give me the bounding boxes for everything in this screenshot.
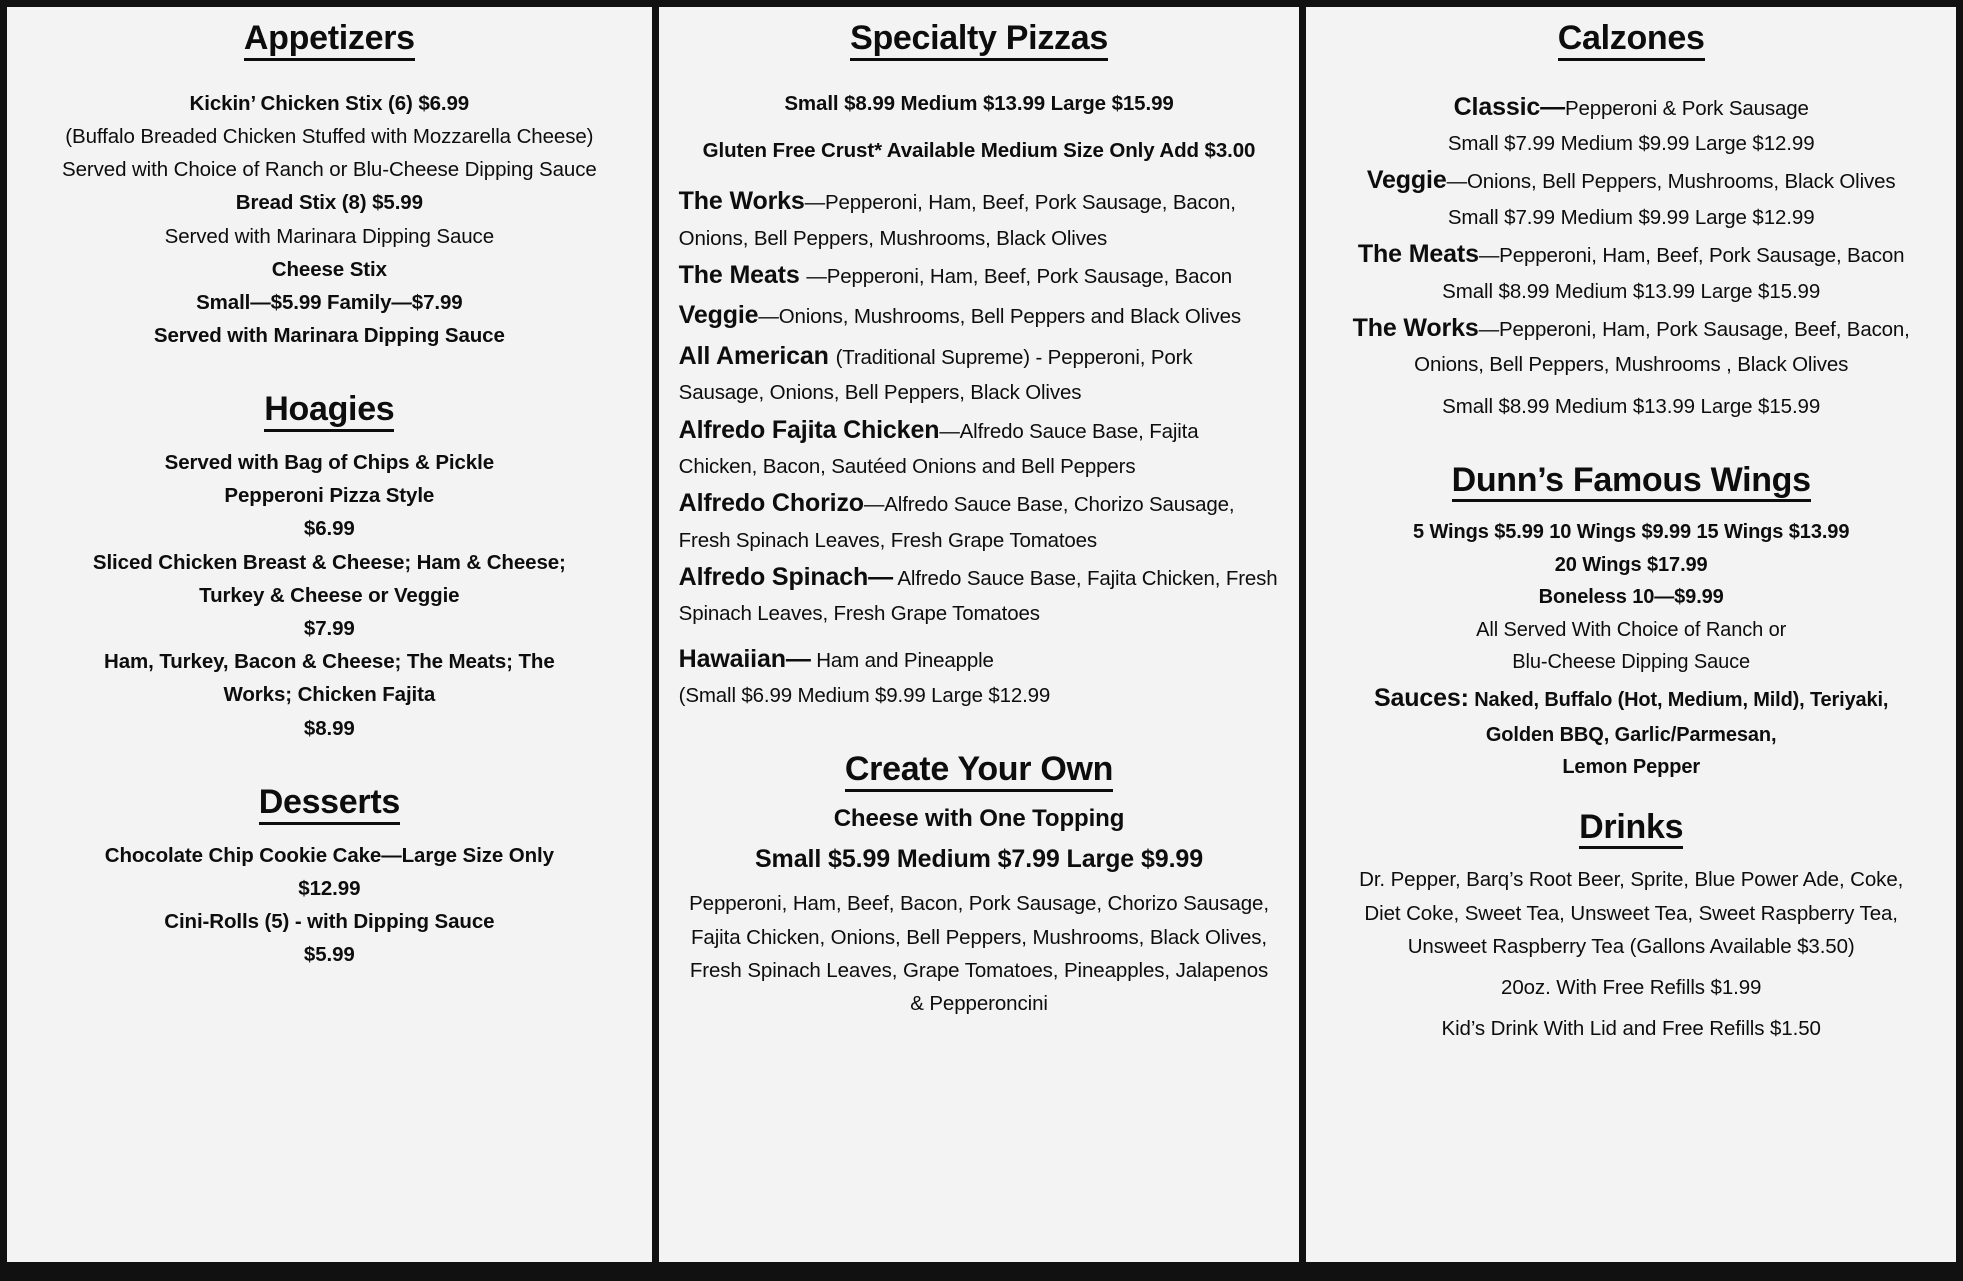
pizza-item-desc: Alfredo Sauce Base, Fajita Chicken, Fresh Spinach Leaves, Fresh Grape Tomatoes [678, 566, 1278, 626]
pizza-item [679, 483, 1280, 557]
calzone-item [1316, 87, 1946, 128]
wings-price-line: 20 Wings $17.99 [1554, 553, 1708, 576]
section-title-create-your-own: Create Your Own [679, 752, 1280, 792]
spacer [1316, 502, 1946, 516]
section-title-appetizers: Appetizers [21, 21, 638, 61]
section-title-specialty-pizzas: Specialty Pizzas [679, 21, 1280, 61]
wings-sauces-list: Naked, Buffalo (Hot, Medium, Mild), Teriyaki, [1468, 689, 1889, 712]
dessert-line: Chocolate Chip Cookie Cake—Large Size Only [104, 843, 554, 867]
spacer [21, 825, 638, 839]
appetizer-line: Bread Stix (8) $5.99 [235, 191, 423, 215]
dessert-line: Cini-Rolls (5) - with Dipping Sauce [164, 909, 495, 933]
pizza-item-name: Alfredo Fajita Chicken [678, 415, 940, 444]
spacer [1316, 61, 1946, 87]
hoagie-line: $7.99 [303, 617, 355, 641]
drinks-line: Dr. Pepper, Barq’s Root Beer, Sprite, Blue Power Ade, Coke, [1359, 868, 1904, 892]
calzone-item [1316, 160, 1946, 201]
hoagie-line: Served with Bag of Chips & Pickle [164, 451, 494, 474]
calzone-item-name: The Meats [1357, 240, 1479, 269]
calzone-item-name: The Works [1352, 313, 1479, 342]
menu-column-middle [652, 7, 1307, 1262]
pizza-price-line: Small $8.99 Medium $13.99 Large $15.99 [784, 91, 1174, 115]
calzone-price-line: Small $8.99 Medium $13.99 Large $15.99 [1442, 279, 1821, 303]
section-title-wings: Dunn’s Famous Wings [1316, 463, 1946, 503]
section-title-calzones: Calzones [1316, 21, 1946, 61]
spacer [679, 879, 1280, 887]
wings-sauces-line: Lemon Pepper [1562, 756, 1701, 779]
wings-price-line: 5 Wings $5.99 10 Wings $9.99 15 Wings $13.99 [1412, 521, 1850, 544]
spacer [679, 167, 1280, 181]
menu-column-right [1306, 7, 1956, 1262]
pizza-item [679, 557, 1280, 631]
pizza-item [679, 295, 1280, 336]
menu-column-left [7, 7, 652, 1262]
pizza-item-desc: (Traditional Supreme) - Pepperoni, Pork Sausage, Onions, Bell Peppers, Black Olives [678, 345, 1193, 405]
appetizer-line: Kickin’ Chicken Stix (6) $6.99 [189, 91, 470, 115]
cyo-topping-line: Fresh Spinach Leaves, Grape Tomatoes, Pineapples, Jalapenos [689, 958, 1269, 982]
drinks-refill-line: 20oz. With Free Refills $1.99 [1501, 975, 1762, 999]
appetizer-line: Served with Choice of Ranch or Blu-Cheese Dipping Sauce [62, 158, 597, 182]
spacer [1316, 963, 1946, 971]
section-title-hoagies: Hoagies [21, 392, 638, 432]
cyo-base-line: Cheese with One Topping [833, 805, 1125, 832]
pizza-item-name: Alfredo Spinach— [678, 562, 893, 591]
cyo-topping-line: Pepperoni, Ham, Beef, Bacon, Pork Sausage, Chorizo Sausage, [689, 892, 1269, 916]
cyo-topping-line: & Pepperoncini [910, 991, 1048, 1015]
pizza-item-name: Alfredo Chorizo [678, 489, 864, 518]
pizza-item [679, 639, 1280, 680]
cyo-topping-line: Fajita Chicken, Onions, Bell Peppers, Mushrooms, Black Olives, [691, 925, 1267, 949]
hawaiian-price-line: (Small $6.99 Medium $9.99 Large $12.99 [678, 684, 1051, 708]
hoagie-line: Pepperoni Pizza Style [224, 484, 435, 508]
pizza-item [679, 255, 1280, 296]
pizza-item-desc: Ham and Pineapple [810, 648, 994, 672]
calzone-item-desc: —Pepperoni, Ham, Beef, Pork Sausage, Bacon [1478, 244, 1905, 268]
pizza-item [679, 181, 1280, 255]
wings-sauces-label: Sauces: [1374, 684, 1469, 713]
pizza-item-name: All American [678, 341, 836, 370]
appetizer-line: Served with Marinara Dipping Sauce [164, 224, 494, 248]
hoagie-line: Sliced Chicken Breast & Cheese; Ham & Cheese; [92, 550, 566, 574]
calzone-item-desc: Pepperoni & Pork Sausage [1565, 96, 1809, 120]
drinks-refill-line: Kid’s Drink With Lid and Free Refills $1.50 [1441, 1017, 1821, 1041]
spacer [1316, 784, 1946, 810]
pizza-item-desc: —Pepperoni, Ham, Beef, Pork Sausage, Bacon [806, 264, 1232, 288]
calzone-item-name: Veggie [1366, 166, 1447, 195]
hoagie-line: Works; Chicken Fajita [223, 683, 436, 707]
appetizer-line: Small—$5.99 Family—$7.99 [196, 290, 463, 314]
pizza-item [679, 336, 1280, 410]
drinks-line: Unsweet Raspberry Tea (Gallons Available $3.50) [1407, 934, 1855, 958]
wings-sauces-line [1316, 678, 1946, 719]
section-title-desserts: Desserts [21, 785, 638, 825]
wings-sauces-line: Golden BBQ, Garlic/Parmesan, [1485, 723, 1777, 746]
calzone-item [1316, 234, 1946, 275]
dessert-line: $5.99 [303, 943, 355, 967]
hoagie-line: Turkey & Cheese or Veggie [199, 583, 460, 607]
pizza-item-name: The Meats [678, 260, 807, 289]
spacer [679, 120, 1280, 134]
pizza-item-name: The Works [678, 187, 805, 216]
calzone-price-line: Small $8.99 Medium $13.99 Large $15.99 [1442, 394, 1821, 418]
hoagie-line: Ham, Turkey, Bacon & Cheese; The Meats; The [104, 650, 555, 674]
spacer [679, 61, 1280, 87]
pizza-item-desc: —Alfredo Sauce Base, Fajita Chicken, Bacon, Sautéed Onions and Bell Peppers [678, 419, 1199, 478]
pizza-item-desc: —Pepperoni, Ham, Beef, Pork Sausage, Bacon, Onions, Bell Peppers, Mushrooms, Black Olives [678, 191, 1236, 250]
dessert-line: $12.99 [298, 876, 361, 900]
wings-price-line: Boneless 10—$9.99 [1538, 586, 1724, 609]
spacer [21, 745, 638, 785]
pizza-item-name: Hawaiian— [678, 644, 811, 673]
calzone-item-desc: —Pepperoni, Ham, Pork Sausage, Beef, Bacon, Onions, Bell Peppers, Mushrooms , Black Olives [1414, 317, 1910, 377]
pizza-item [679, 410, 1280, 484]
spacer [21, 352, 638, 392]
calzone-item-desc: —Onions, Bell Peppers, Mushrooms, Black Olives [1446, 170, 1896, 194]
appetizer-line: (Buffalo Breaded Chicken Stuffed with Mozzarella Cheese) [65, 124, 594, 148]
spacer [1316, 382, 1946, 390]
wings-served-line: Blu-Cheese Dipping Sauce [1512, 650, 1751, 673]
gluten-free-note: Gluten Free Crust* Available Medium Size Only Add $3.00 [702, 138, 1256, 162]
spacer [21, 61, 638, 87]
calzone-price-line: Small $7.99 Medium $9.99 Large $12.99 [1447, 132, 1815, 156]
calzone-price-line: Small $7.99 Medium $9.99 Large $12.99 [1447, 205, 1815, 229]
pizza-item-desc: —Alfredo Sauce Base, Chorizo Sausage, Fresh Spinach Leaves, Fresh Grape Tomatoes [678, 493, 1235, 552]
drinks-line: Diet Coke, Sweet Tea, Unsweet Tea, Sweet Raspberry Tea, [1364, 901, 1898, 925]
spacer [1316, 1004, 1946, 1012]
pizza-item-name: Veggie [678, 301, 759, 330]
section-title-drinks: Drinks [1316, 810, 1946, 850]
calzone-item [1316, 308, 1946, 382]
spacer [679, 631, 1280, 639]
wings-served-line: All Served With Choice of Ranch or [1476, 618, 1787, 641]
spacer [1316, 849, 1946, 863]
hoagie-line: $8.99 [303, 716, 355, 740]
spacer [21, 432, 638, 446]
spacer [679, 792, 1280, 800]
cyo-price-line: Small $5.99 Medium $7.99 Large $9.99 [754, 844, 1204, 873]
spacer [1316, 423, 1946, 463]
appetizer-line: Cheese Stix [271, 257, 387, 281]
appetizer-line: Served with Marinara Dipping Sauce [153, 324, 505, 348]
pizza-item-desc: —Onions, Mushrooms, Bell Peppers and Black Olives [758, 305, 1241, 329]
hoagie-line: $6.99 [303, 517, 355, 541]
spacer [679, 712, 1280, 752]
calzone-item-name: Classic— [1453, 92, 1565, 121]
